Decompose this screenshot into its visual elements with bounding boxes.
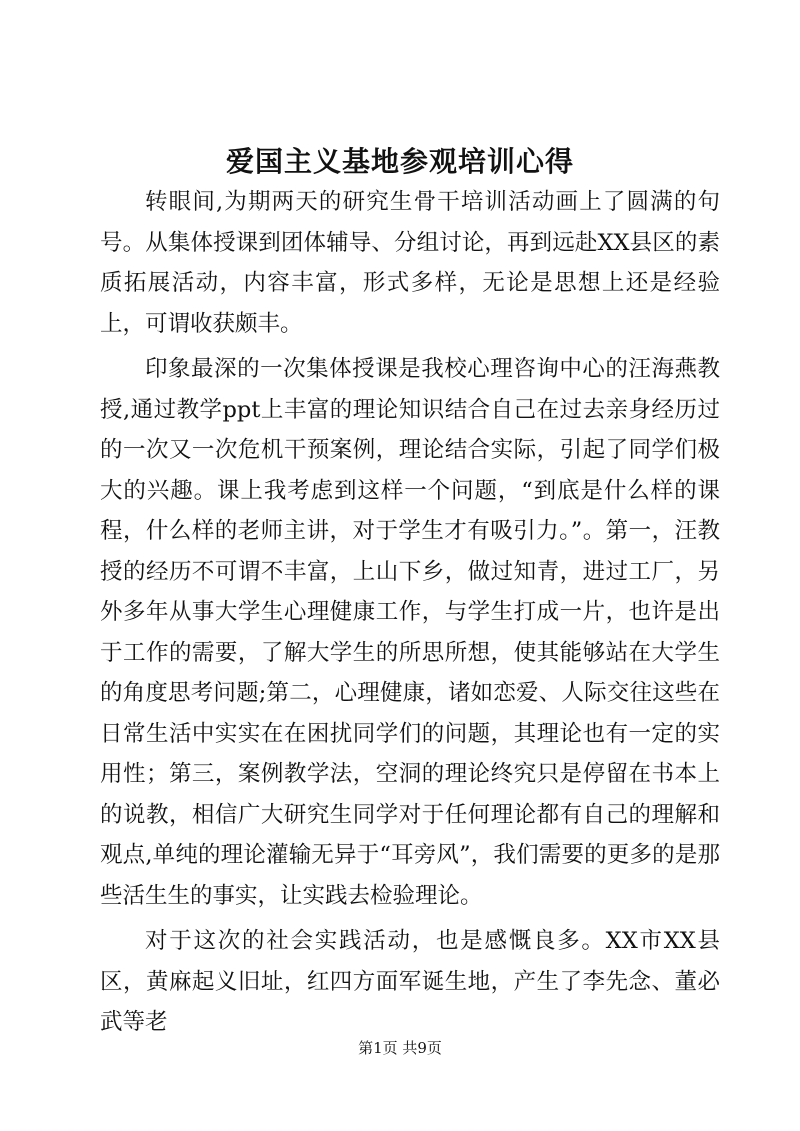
document-body (100, 182, 720, 1048)
document-title: 爱国主义基地参观培训心得 (225, 145, 574, 178)
page-footer: 第1页 共9页 (358, 1039, 442, 1057)
paragraph-1: 转眼间,为期两天的研究生骨干培训活动画上了圆满的句号。从集体授课到团体辅导、分组讨论，再到远赴XX县区的素质拓展活动，内容丰富，形式多样，无论是思想上还是经验上，可谓收获颇丰。 (100, 189, 720, 337)
paragraph-2: 印象最深的一次集体授课是我校心理咨询中心的汪海燕教授,通过教学ppt上丰富的理论知识结合自己在过去亲身经历过的一次又一次危机干预案例，理论结合实际，引起了同学们极大的兴趣。课上我考虑到这样一个问题，“到底是什么样的课程，什么样的老师主讲，对于学生才有吸引力。”。第一，汪教授的经历不可谓不丰富，上山下乡，做过知青，进过工厂，另外多年从事大学生心理健康工作，与学生打成一片，也许是出于工作的需要，了解大学生的所思所想，使其能够站在大学生的角度思考问题;第二，心理健康，诸如恋爱、人际交往这些在日常生活中实实在在困扰同学们的问题，其理论也有一定的实用性；第三，案例教学法，空洞的理论终究只是停留在书本上的说教，相信广大研究生同学对于任何理论都有自己的理解和观点,单纯的理论灌输无异于“耳旁风”，我们需要的更多的是那些活生生的事实，让实践去检验理论。 (100, 356, 720, 909)
paragraph-3: 对于这次的社会实践活动，也是感慨良多。XX市XX县区，黄麻起义旧址，红四方面军诞生地，产生了李先念、董必武等老 (100, 928, 720, 1035)
